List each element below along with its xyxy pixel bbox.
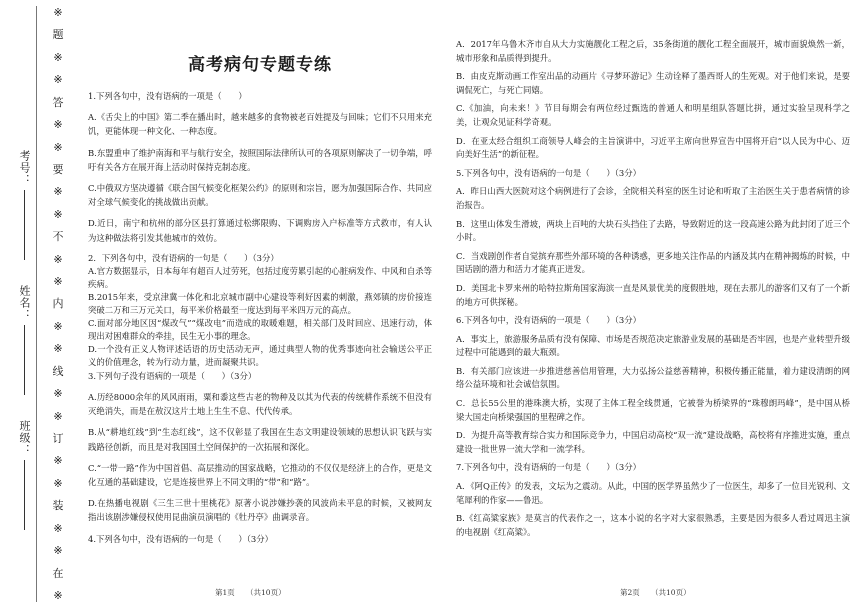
question-1-option-a: A.《舌尖上的中国》第二季在播出时，越来越多的食物被老百姓提及与回味；它们不只用来充饥，更能体现一种文化、一种态度。 — [88, 112, 432, 137]
seal-star-glyph: ※ — [53, 73, 63, 87]
question-4-stem: 4.下列各句中，没有语病的一句是（ ）（3分） — [88, 533, 273, 544]
seal-line-char: 不 — [52, 230, 64, 244]
page-footer-left: 第1页 （共10页） — [215, 588, 286, 597]
binding-margin — [0, 0, 82, 608]
seal-star-glyph: ※ — [53, 521, 63, 535]
question-6-stem: 6.下列各句中，没有语病的一项是（ ）（3分） — [456, 315, 641, 326]
question-5-option-d: D．美国北卡罗来州的哈特拉斯角国家海滨一直是风景优美的度假胜地，现在去那儿的游客们又有了一个新的地方可供探秘。 — [456, 282, 850, 307]
name-blank[interactable] — [24, 325, 25, 395]
question-2-option-d: D.一个没有正义人物评述话语的历史活动无声，通过典型人物的优秀事迹向社会输送公平正义的价值理念，转为行动力量，进而凝聚共识。 — [88, 343, 432, 367]
question-2-option-a: A.官方数据显示，日本每年有超百人过劳死，包括过度劳累引起的心脏病发作、中风和自杀等疾病。 — [88, 265, 432, 289]
question-3-option-a: A.历经8000余年的风风雨雨，粟和黍这些古老的物种及以其为代表的传统耕作系统不但没有灭绝消失，而是在敖汉这片土地上生生不息、代代传承。 — [88, 392, 432, 417]
seal-line-text — [50, 6, 66, 602]
seal-line-char: 装 — [52, 499, 64, 513]
exam-number-label: 考号： — [18, 150, 31, 186]
seal-star-glyph: ※ — [53, 454, 63, 468]
seal-star-glyph: ※ — [53, 185, 63, 199]
question-6-option-a: A．事实上，旅游服务品质有没有保障、市场是否规范决定旅游业发展的基础是否牢固，也是产业转型升级过程中可能遇到的最大瓶颈。 — [456, 333, 850, 358]
question-2-stem: 2．下列各句中，没有语病的一句是（ ）（3分） — [88, 252, 279, 263]
seal-line-char: 内 — [52, 297, 64, 311]
question-3-option-c: C.“一带一路”作为中国首倡、高层推动的国家战略，它推动的不仅仅是经济上的合作，更是文化互通的基础建设，它是连接世界上不同文明的“带”和“路”。 — [88, 462, 432, 488]
question-3-option-b: B.从“耕地红线”到“生态红线”，这不仅彰显了我国在生态文明建设领域的思想认识飞跃与实践路径创新，而且是对我国国土空间保护的一次拓展和深化。 — [88, 427, 432, 452]
seal-star-glyph: ※ — [53, 140, 63, 154]
seal-line-char: 题 — [52, 28, 64, 42]
seal-star-glyph: ※ — [53, 476, 63, 490]
question-3-stem: 3.下列句子没有语病的一项是（ ）（3分） — [88, 370, 257, 381]
document-title: 高考病句专题专练 — [188, 55, 332, 75]
page-right — [454, 0, 854, 608]
question-5-option-a: A．昨日山西大医院对这个病例进行了会诊，全院相关科室的医生讨论和听取了主治医生关于患者病情的诊治报告。 — [456, 186, 850, 210]
seal-star-glyph: ※ — [53, 252, 63, 266]
seal-star-glyph: ※ — [53, 588, 63, 602]
question-4-option-c: C.《加油，向未来！》节目每期会有两位经过甄选的普通人和明星组队答题比拼，通过实验呈现科学之美，让观众见证科学奇观。 — [456, 103, 850, 127]
question-4-option-d: D．在亚太经合组织工商领导人峰会的主旨演讲中，习近平主席向世界宣告中国将开启“以人民为中心、迈向美好生活”的新征程。 — [456, 135, 850, 160]
student-info-fields — [14, 150, 34, 530]
question-7-option-b: B.《红高粱家族》是莫言的代表作之一，这本小说的名字对大家很熟悉，主要是因为很多人看过周迅主演的电视剧《红高粱》。 — [456, 513, 850, 537]
class-label: 班级： — [18, 420, 31, 456]
question-5-stem: 5.下列各句中，没有语病的一句是（ ）（3分） — [456, 167, 641, 178]
question-4-option-a: A．2017年乌鲁木齐市自从大力实施靓化工程之后，35条街道的靓化工程全面展开，城市面貌焕然一新，城市形象和品质得到提升。 — [456, 39, 850, 63]
seal-star-glyph: ※ — [53, 319, 63, 333]
seal-star-glyph: ※ — [53, 6, 63, 19]
question-1-option-c: C.中俄双方坚决遵循《联合国气候变化框架公约》的原则和宗旨，愿为加强国际合作、共同应对全球气候变化的挑战做出贡献。 — [88, 183, 432, 208]
question-5-option-b: B．这里山体发生滑坡，两块上百吨的大块石头挡住了去路，导致附近的这一段高速公路为此封闭了近三个小时。 — [456, 218, 850, 243]
question-6-option-c: C．总长55公里的港珠澳大桥，实现了主体工程全线贯通，它被誉为桥梁界的“珠穆朗玛峰”，是中国从桥梁大国走向桥梁强国的里程碑之作。 — [456, 398, 850, 422]
seal-line-char: 答 — [52, 95, 64, 109]
seal-star-glyph: ※ — [53, 118, 63, 132]
name-field[interactable] — [16, 285, 32, 395]
question-5-option-c: C．当戏剧创作者自觉摈弃那些外部环境的各种诱惑，更多地关注作品的内涵及其内在精神揭炼的时候，中国话剧的潜力和活力才能真正迸发。 — [456, 250, 850, 275]
seal-star-glyph: ※ — [53, 544, 63, 558]
seal-star-glyph: ※ — [53, 275, 63, 289]
question-1-option-d: D.近日，南宁和杭州的部分区县打算通过松绑限购、下调购房入户标准等方式救市，有人认为这种做法将引发其他城市的效仿。 — [88, 218, 432, 243]
question-6-option-b: B．有关部门应该进一步推进慈善信用管理，大力弘扬公益慈善精神，积极传播正能量，着力建设清朗的网络公益环境和社会诚信氛围。 — [456, 365, 850, 390]
question-1-option-b: B.东盟重申了维护南海和平与航行安全，按照国际法律所认可的各项原则解决了一切争端，呼吁有关各方在展开海上活动时保持克制态度。 — [88, 147, 432, 172]
binding-inner-line — [36, 6, 37, 602]
question-3-option-d: D.在热播电视剧《三生三世十里桃花》原著小说涉嫌抄袭的风波尚未平息的时候，又被网友指出该剧涉嫌侵权使用昆曲演员演唱的《牡丹亭》曲调录音。 — [88, 498, 432, 523]
seal-line-char: 订 — [52, 432, 64, 446]
seal-line-char: 要 — [52, 162, 64, 176]
question-7-stem: 7.下列各句中，没有语病的一句是（ ）（3分） — [456, 462, 641, 473]
seal-star-glyph: ※ — [53, 409, 63, 423]
seal-line-char: 在 — [52, 566, 64, 580]
question-2-option-b: B.2015年来，受京津冀一体化和北京城市副中心建设等利好因素的刺激，燕郊镇的房价接连突破二万和三万元关口，每平米价格最至一度达到每平米四万元的高点。 — [88, 291, 432, 315]
seal-star-glyph: ※ — [53, 387, 63, 401]
question-7-option-a: A．《阿Q正传》的发表，文坛为之震动。从此，中国的医学界虽然少了一位医生，却多了一位目光锐利、文笔犀利的作家——鲁迅。 — [456, 481, 850, 505]
seal-star-glyph: ※ — [53, 207, 63, 221]
question-1-stem: 1.下列各句中，没有语病的一项是（ ） — [88, 91, 247, 101]
seal-star-glyph: ※ — [53, 50, 63, 64]
question-2-option-c: C.面对部分地区因“煤改气”“煤改电”而造成的取暖难题，相关部门及时回应、迅速行动，体现出对困难群众的牵挂，民生无小事的理念。 — [88, 317, 432, 341]
seal-line-char: 线 — [52, 364, 64, 378]
page-footer-right: 第2页 （共10页） — [620, 588, 691, 597]
seal-star-glyph: ※ — [53, 342, 63, 356]
name-label: 姓名： — [18, 285, 31, 321]
page-left — [86, 0, 438, 608]
class-field[interactable] — [16, 420, 32, 530]
class-blank[interactable] — [24, 460, 25, 530]
exam-number-field[interactable] — [16, 150, 32, 260]
question-6-option-d: D．为提升高等教育综合实力和国际竞争力，中国启动高校“双一流”建设战略，高校将有序推进实施，重点建设一批世界一流大学和一流学科。 — [456, 430, 850, 454]
question-4-option-b: B．由皮克斯动画工作室出品的动画片《寻梦环游记》生动诠释了墨西哥人的生死观。对于他们来说，是要调侃死亡，与死亡同嬉。 — [456, 71, 850, 95]
exam-number-blank[interactable] — [24, 190, 25, 260]
